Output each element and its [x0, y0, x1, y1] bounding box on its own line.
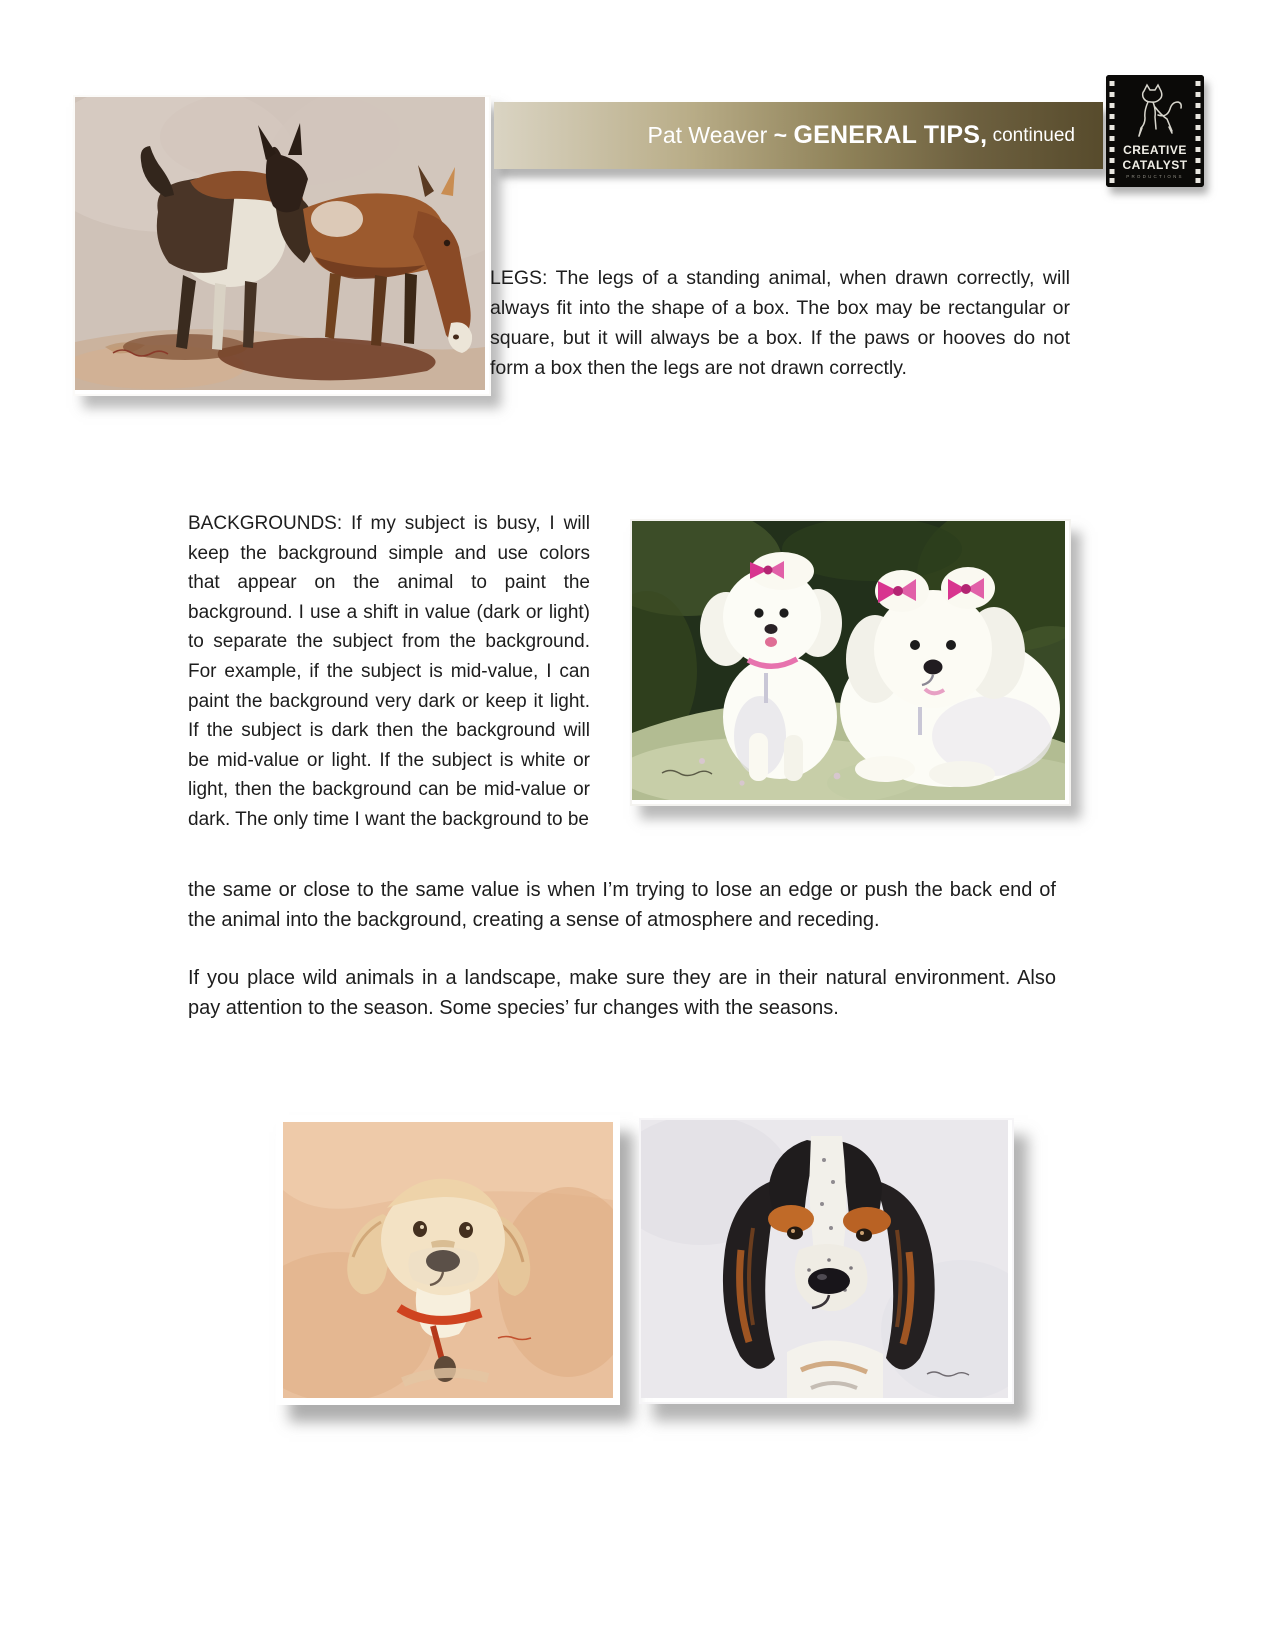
golden-puppy-image — [283, 1122, 613, 1398]
maltese-dogs-painting — [630, 519, 1071, 806]
header-banner — [494, 102, 1103, 169]
banner-tilde: ~ — [773, 122, 794, 148]
donkeys-image — [75, 97, 485, 390]
tricolor-spaniel-image — [641, 1120, 1008, 1398]
logo-line2: CATALYST — [1122, 158, 1188, 172]
logo-line3: PRODUCTIONS — [1126, 174, 1184, 179]
banner-title: GENERAL TIPS, — [793, 121, 988, 149]
banner-author: Pat Weaver — [647, 122, 774, 148]
donkeys-painting — [73, 95, 491, 396]
backgrounds-continued-paragraph: the same or close to the same value is when I’m trying to lose an edge or push the back end of the animal into the background, creating a sense of atmosphere and receding. — [188, 879, 1056, 931]
banner-continued: continued — [987, 124, 1075, 146]
wild-animals-paragraph: If you place wild animals in a landscape, make sure they are in their natural environment. Also pay attention to the season. Some species’ fur changes with the seasons. — [188, 967, 1056, 1019]
golden-puppy-painting — [276, 1115, 620, 1405]
creative-catalyst-logo — [1106, 75, 1204, 187]
tricolor-spaniel-painting — [639, 1118, 1014, 1404]
filmstrip-logo-icon — [1106, 75, 1204, 187]
maltese-dogs-image — [632, 521, 1065, 800]
legs-paragraph: LEGS: The legs of a standing animal, when drawn correctly, will always fit into the shape of a box. The box may be rectangular or square, but it will always be a box. If the paws or hooves do not form a box then the legs are not drawn correctly. — [490, 266, 1070, 379]
logo-line1: CREATIVE — [1123, 143, 1187, 157]
backgrounds-paragraph: BACKGROUNDS: If my subject is busy, I will keep the background simple and use colors that appear on the animal to paint the background. I use a shift in value (dark or light) to separate the subject from the background. For example, if the subject is mid-value, I can paint the background very dark or keep it light. If the subject is dark then the background will be mid-value or light. If the subject is white or light, then the background can be mid-value or dark. The only time I want the background to be — [188, 513, 590, 830]
